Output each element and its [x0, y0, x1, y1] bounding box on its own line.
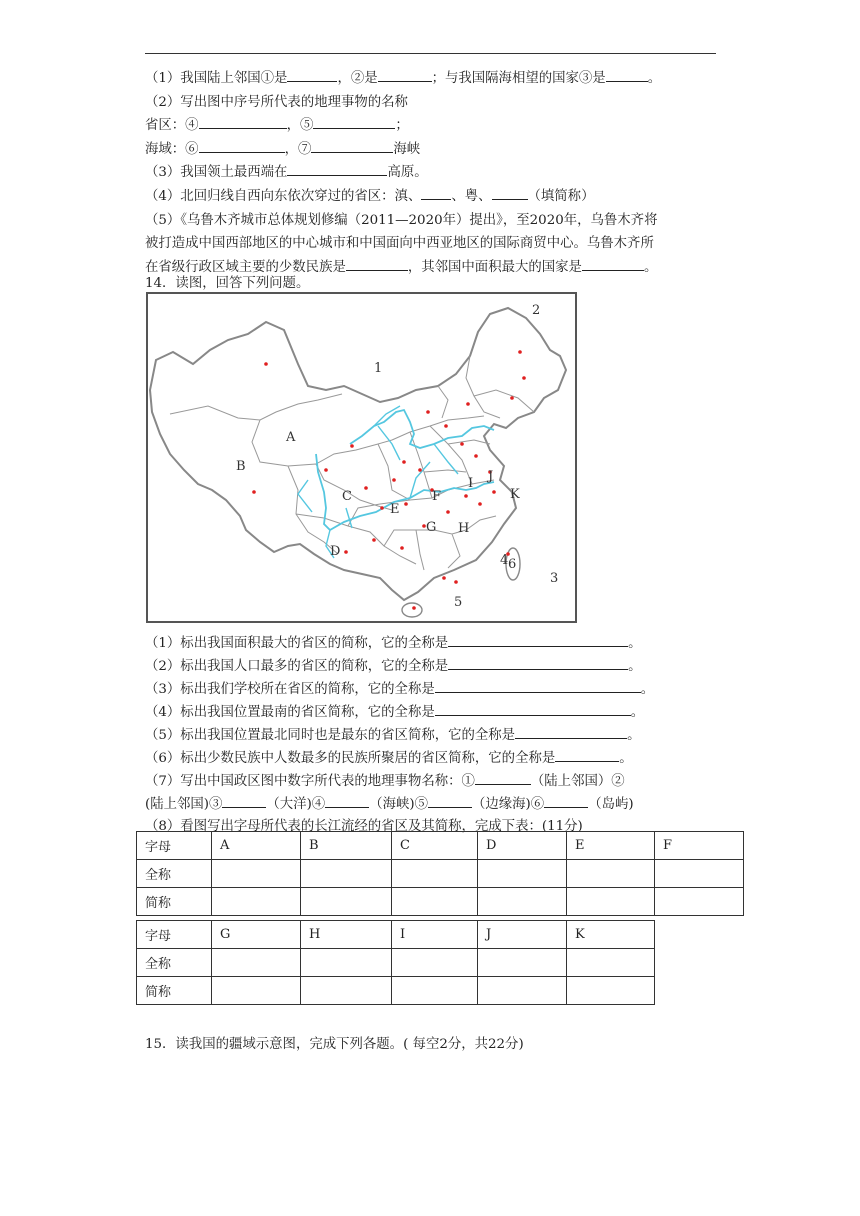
answer-cell[interactable] [392, 949, 478, 977]
label-6: 6 [508, 557, 517, 572]
label-3: 3 [550, 571, 559, 586]
answer-blank[interactable] [222, 794, 266, 808]
label-I: I [468, 476, 474, 491]
q13-line-6: （4）北回归线自西向东依次穿过的省区：滇、 、粤、 （填简称） [145, 185, 594, 204]
q13-line-8: 被打造成中国西部地区的中心城市和中国面向中西亚地区的国际商贸中心。乌鲁木齐所 [145, 236, 654, 251]
label-C: C [342, 489, 352, 504]
table-row [137, 832, 744, 860]
letter-cell: G [212, 921, 301, 949]
province-borders [170, 356, 534, 570]
table-row [137, 977, 655, 1005]
answer-blank[interactable] [421, 186, 451, 200]
answer-blank[interactable] [311, 139, 393, 153]
answer-cell[interactable] [478, 860, 567, 888]
q14-s5: （5）标出我国位置最北同时也是最东的省区简称，它的全称是 。 [145, 724, 640, 743]
letter-cell: A [212, 832, 301, 860]
answer-cell[interactable] [478, 977, 567, 1005]
answer-cell[interactable] [301, 949, 392, 977]
answer-blank[interactable] [515, 725, 627, 739]
table-row [137, 949, 655, 977]
label-1: 1 [374, 361, 383, 376]
letter-cell: D [478, 832, 567, 860]
answer-blank[interactable] [435, 702, 631, 716]
hainan-island [402, 603, 422, 617]
label-J: J [488, 469, 494, 484]
row-label: 全称 [137, 860, 212, 888]
answer-blank[interactable] [544, 794, 588, 808]
q13-line-7: （5）《乌鲁木齐城市总体规划修编（2011—2020年）提出》，至2020年，乌鲁木齐将 [145, 213, 658, 228]
river-branches [298, 406, 458, 558]
answer-blank[interactable] [428, 794, 472, 808]
answer-cell[interactable] [212, 888, 301, 916]
letter-cell: J [478, 921, 567, 949]
letter-cell: B [301, 832, 392, 860]
answer-cell[interactable] [212, 860, 301, 888]
label-K: K [510, 487, 520, 502]
answer-table-2 [136, 920, 655, 1005]
answer-cell[interactable] [655, 888, 744, 916]
row-label: 简称 [137, 977, 212, 1005]
answer-blank[interactable] [325, 794, 369, 808]
answer-blank[interactable] [287, 68, 337, 82]
row-label: 字母 [137, 832, 212, 860]
row-label: 全称 [137, 949, 212, 977]
q14-s8: （8）看图写出字母所代表的长江流经的省区及其简称，完成下表：(11分) [145, 819, 583, 834]
answer-cell[interactable] [301, 888, 392, 916]
letter-cell: H [301, 921, 392, 949]
label-G: G [426, 520, 437, 535]
answer-blank[interactable] [555, 748, 619, 762]
answer-cell[interactable] [567, 949, 655, 977]
label-5: 5 [454, 595, 463, 610]
q13-line-9: 在省级行政区域主要的少数民族是 ，其邻国中面积最大的国家是 。 [145, 256, 657, 275]
q13-line-1: （1）我国陆上邻国①是 ，②是 ；与我国隔海相望的国家③是 。 [145, 67, 661, 86]
answer-blank[interactable] [287, 162, 387, 176]
table-row [137, 921, 655, 949]
map-drawing [148, 294, 577, 623]
row-label: 字母 [137, 921, 212, 949]
answer-cell[interactable] [567, 977, 655, 1005]
answer-blank[interactable] [378, 68, 432, 82]
letter-cell: E [567, 832, 655, 860]
q13-line-5: （3）我国领土最西端在 高原。 [145, 161, 428, 180]
label-2: 2 [532, 303, 541, 318]
answer-cell[interactable] [212, 977, 301, 1005]
answer-blank[interactable] [313, 115, 395, 129]
q14-s6: （6）标出少数民族中人数最多的民族所聚居的省区简称，它的全称是 。 [145, 747, 633, 766]
letter-cell: F [655, 832, 744, 860]
answer-cell[interactable] [392, 977, 478, 1005]
label-H: H [458, 521, 470, 536]
table-row [137, 860, 744, 888]
letter-cell: C [392, 832, 478, 860]
answer-cell[interactable] [567, 888, 655, 916]
answer-cell[interactable] [392, 860, 478, 888]
answer-blank[interactable] [346, 257, 408, 271]
answer-blank[interactable] [582, 257, 644, 271]
label-D: D [330, 544, 341, 559]
answer-cell[interactable] [301, 977, 392, 1005]
yellow-river [350, 410, 494, 448]
q14-title: 14．读图，回答下列问题。 [145, 276, 310, 291]
q14-s7b: (陆上邻国)③ （大洋)④ （海峡)⑤ （边缘海)⑥ （岛屿) [145, 793, 634, 812]
label-E: E [390, 502, 400, 517]
q14-s7a: （7）写出中国政区图中数字所代表的地理事物名称：① （陆上邻国）② [145, 770, 625, 789]
answer-cell[interactable] [478, 949, 567, 977]
letter-cell: K [567, 921, 655, 949]
answer-blank[interactable] [199, 115, 287, 129]
label-A: A [286, 430, 296, 445]
answer-blank[interactable] [435, 679, 641, 693]
answer-blank[interactable] [448, 633, 628, 647]
answer-cell[interactable] [212, 949, 301, 977]
label-B: B [236, 459, 246, 474]
q13-line-3: 省区：④ ，⑤ ； [145, 114, 409, 133]
answer-cell[interactable] [567, 860, 655, 888]
answer-blank[interactable] [475, 771, 531, 785]
answer-blank[interactable] [606, 68, 648, 82]
answer-cell[interactable] [655, 860, 744, 888]
capital-dots [252, 350, 526, 610]
header-rule [145, 53, 716, 54]
q14-s2: （2）标出我国人口最多的省区的简称，它的全称是 。 [145, 655, 642, 674]
letter-cell: I [392, 921, 478, 949]
answer-cell[interactable] [301, 860, 392, 888]
label-4: 4 [500, 553, 509, 568]
answer-blank[interactable] [199, 139, 285, 153]
china-political-map [146, 292, 577, 623]
q15-title: 15．读我国的疆域示意图，完成下列各题。( 每空2分，共22分) [145, 1037, 524, 1052]
row-label: 简称 [137, 888, 212, 916]
answer-blank[interactable] [448, 656, 628, 670]
q13-line-4: 海域：⑥ ，⑦ 海峡 [145, 138, 420, 157]
q13-line-2: （2）写出图中序号所代表的地理事物的名称 [145, 95, 408, 110]
answer-table-1 [136, 831, 744, 916]
table-row [137, 888, 744, 916]
q14-s3: （3）标出我们学校所在省区的简称，它的全称是 。 [145, 678, 654, 697]
answer-cell[interactable] [478, 888, 567, 916]
answer-blank[interactable] [492, 186, 528, 200]
answer-cell[interactable] [392, 888, 478, 916]
label-F: F [432, 489, 442, 504]
q14-s4: （4）标出我国位置最南的省区简称，它的全称是 。 [145, 701, 644, 720]
q14-s1: （1）标出我国面积最大的省区的简称，它的全称是 。 [145, 632, 642, 651]
